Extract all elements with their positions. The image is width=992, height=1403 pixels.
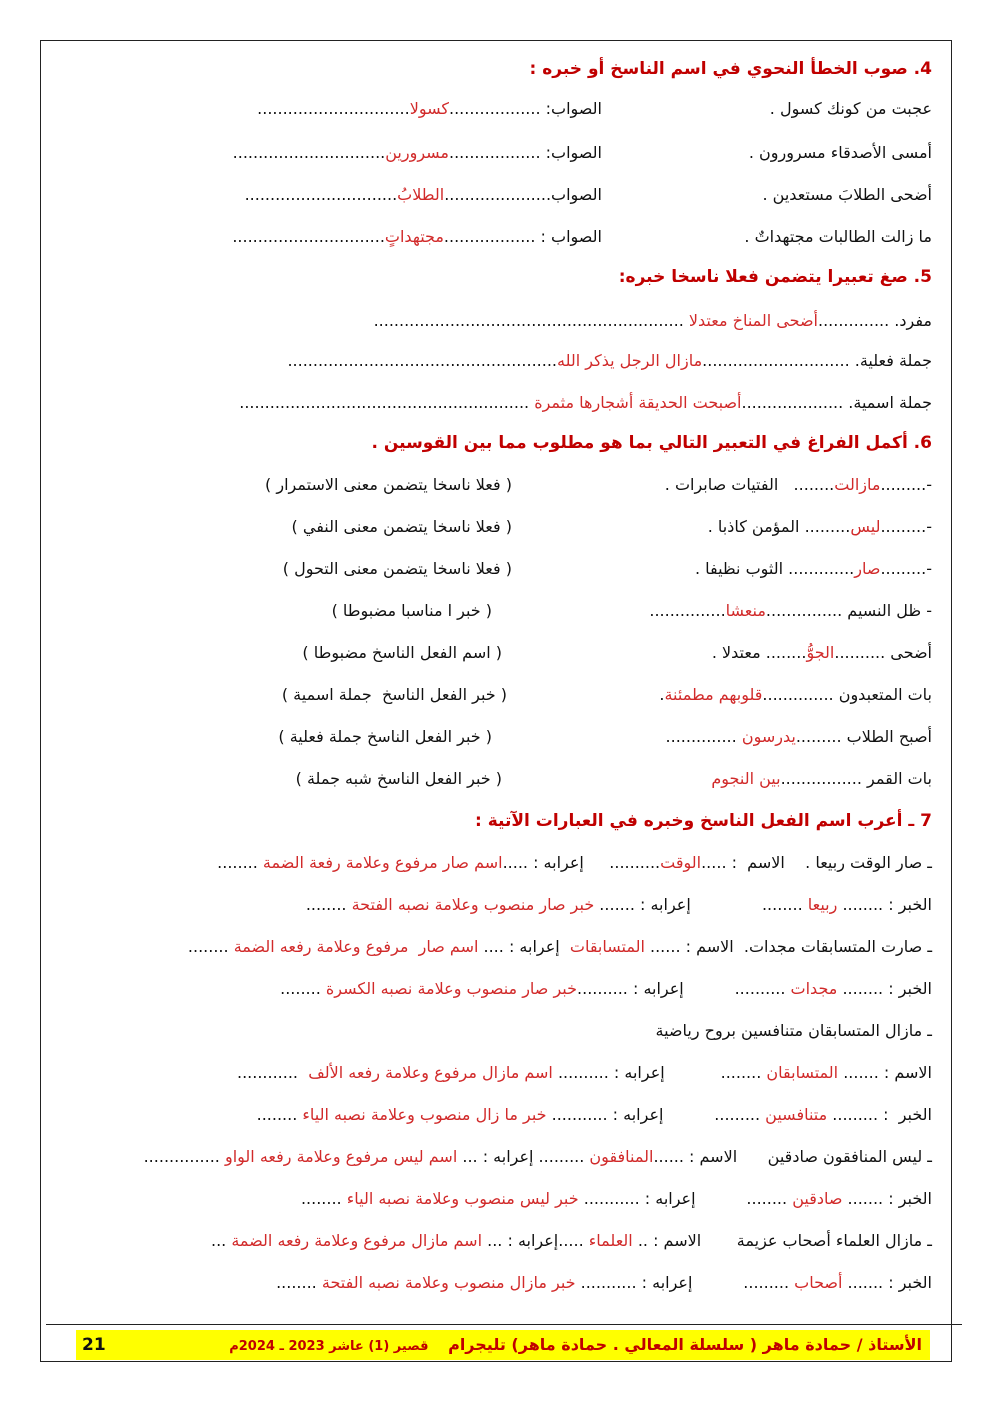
q4-row <box>60 138 932 168</box>
q6-row <box>60 722 932 752</box>
q4-answer-line <box>245 180 602 210</box>
q7-row <box>60 1184 932 1214</box>
q6-pre: أضحى .......... <box>834 643 932 662</box>
q6-hint: ( فعلا ناسخا يتضمن معنى التحول ) <box>282 559 512 578</box>
q7-word: المتسابقات <box>569 937 645 956</box>
q6-hint: ( اسم الفعل الناسخ مضبوطا ) <box>302 643 502 662</box>
q4-label: الصواب: .................. <box>449 99 602 118</box>
footer-author: الأستاذ / حمادة ماهر ( سلسلة المعالي . حمادة ماهر) تليجرام <box>448 1335 922 1354</box>
q4-label: الصواب: .................. <box>449 143 602 162</box>
q7-row <box>60 1226 932 1256</box>
q6-blank <box>649 596 932 626</box>
q7-dots: ... <box>210 1231 232 1250</box>
q6-post: ......... المؤمن كاذبا . <box>707 517 851 536</box>
q6-hint: ( فعلا ناسخا يتضمن معنى النفي ) <box>291 517 512 536</box>
q7-dots: ............ <box>236 1063 309 1082</box>
q6-pre: - ظل النسيم ............... <box>765 601 932 620</box>
q7-word: المتسابقان <box>766 1063 839 1082</box>
q5-title: 5. صغ تعبيرا يتضمن فعلا ناسخا خبره: <box>618 267 932 287</box>
q7-word: أصحاب <box>794 1273 843 1292</box>
q7-dots: ........ <box>280 979 326 998</box>
q4-row <box>60 222 932 252</box>
q6-post: ........ معتدلا . <box>711 643 807 662</box>
q6-pre: بات المتعبدون .............. <box>762 685 932 704</box>
q7-row <box>60 1142 932 1172</box>
q6-hint: ( خبر الفعل الناسخ جملة فعلية ) <box>278 727 492 746</box>
q7-parsing: خبر ليس منصوب وعلامة نصبه الياء <box>346 1189 579 1208</box>
q7-dots: ............... <box>143 1147 225 1166</box>
q4-dots: .............................. <box>232 227 385 246</box>
q5-answer: أضحى المناخ معتدلا <box>688 311 818 330</box>
q5-dots: ............................................................. <box>373 311 689 330</box>
q4-dots: .............................. <box>232 143 386 162</box>
q4-answer-line <box>232 222 602 252</box>
q6-pre: أصبح الطلاب ......... <box>795 727 932 746</box>
q7-text: .......... إعرابه : ..... <box>502 853 661 872</box>
q6-answer: بين النجوم <box>711 769 781 788</box>
q6-row <box>60 512 932 542</box>
q7-dots: ........ <box>276 1273 322 1292</box>
q7-text: ـ صار الوقت ربيعا . الاسم : ..... <box>701 853 932 872</box>
q6-blank <box>659 680 932 710</box>
q7-row <box>60 1268 932 1298</box>
q7-word: متنافسين <box>765 1105 828 1124</box>
q7-text: الخبر : ....... <box>842 1273 932 1292</box>
q7-word: الوقت <box>660 853 702 872</box>
q7-row <box>60 890 932 920</box>
q7-word: المنافقون <box>589 1147 654 1166</box>
q7-text: ـ صارت المتسابقات مجدات. الاسم : ...... <box>644 937 932 956</box>
q5-dots: ..................................................... <box>287 351 557 370</box>
q7-dots: ........ <box>217 853 263 872</box>
q6-post: ............. الثوب نظيفا . <box>694 559 855 578</box>
q7-dots: ........ <box>305 895 352 914</box>
q6-post: ........ الفتيات صابرات . <box>664 475 835 494</box>
q4-sentence: ما زالت الطالبات مجتهداتٌ . <box>744 227 932 246</box>
q7-row <box>60 1016 932 1046</box>
q6-row <box>60 638 932 668</box>
q4-title: 4. صوب الخطأ النحوي في اسم الناسخ أو خبره : <box>529 59 932 79</box>
q5-dots: ......................................................... <box>239 393 535 412</box>
q4-answer: مجتهداتٍ <box>384 227 444 246</box>
q4-answer-line <box>233 138 602 168</box>
q7-text: ........ إعرابه : ........... <box>578 1189 793 1208</box>
q7-text: ........ إعرابه : .......... <box>552 1063 767 1082</box>
footer-banner <box>76 1330 930 1360</box>
q5-label: جملة فعلية. ............................. <box>702 351 932 370</box>
q7-parsing: اسم مازال مرفوع وعلامة رفعه الألف <box>308 1063 553 1082</box>
q7-dots: ........ <box>256 1105 303 1124</box>
q6-pre: -......... <box>880 475 932 494</box>
q7-text: إعرابه : .... <box>478 937 570 956</box>
q7-parsing: خبر صار منصوب وعلامة نصبه الكسرة <box>325 979 578 998</box>
q7-parsing: خبر صار منصوب وعلامة نصبه الفتحة <box>351 895 595 914</box>
q7-text: الخبر : ....... <box>842 1189 932 1208</box>
q7-word: العلماء <box>588 1231 633 1250</box>
q6-blank <box>712 638 932 668</box>
q7-text: الاسم : ....... <box>838 1063 932 1082</box>
q6-title: 6. أكمل الفراغ في التعبير التالي بما هو مطلوب مما بين القوسين . <box>371 433 932 453</box>
q5-answer: أصبحت الحديقة أشجارها مثمرة <box>534 393 742 412</box>
q5-row <box>60 306 932 336</box>
q7-parsing: اسم مازال مرفوع وعلامة رفعه الضمة <box>231 1231 483 1250</box>
q7-row <box>60 848 932 878</box>
q7-text: الخبر : ........ <box>837 979 932 998</box>
q6-row <box>60 596 932 626</box>
q6-answer: ليس <box>850 517 881 536</box>
q6-row <box>60 764 932 794</box>
q4-sentence: أضحى الطلابَ مستعدين . <box>762 185 932 204</box>
q6-row <box>60 680 932 710</box>
q4-answer: مسرورين <box>385 143 449 162</box>
q6-post: .............. <box>665 727 742 746</box>
q7-text: ـ مازال المتسابقان متنافسين بروح رياضية <box>655 1021 932 1040</box>
q7-text: ......... إعرابه : ........... <box>575 1273 795 1292</box>
q7-word: صادقين <box>792 1189 843 1208</box>
q4-dots: .............................. <box>257 99 410 118</box>
q6-answer: منعشا <box>725 601 766 620</box>
q7-row <box>60 1058 932 1088</box>
q6-blank <box>695 554 932 584</box>
q7-parsing: اسم ليس مرفوع وعلامة رفعه الواو <box>224 1147 458 1166</box>
q7-text: .......... إعرابه : .......... <box>577 979 791 998</box>
q5-row <box>60 346 932 376</box>
q6-blank <box>711 764 932 794</box>
q7-row <box>60 932 932 962</box>
q6-post: . <box>659 685 665 704</box>
footer-divider <box>46 1324 962 1325</box>
q7-parsing: خبر ما زال منصوب وعلامة نصبه الياء <box>302 1105 547 1124</box>
q7-text: الخبر : ......... <box>827 1105 932 1124</box>
q7-row <box>60 974 932 1004</box>
q7-word: مجدات <box>790 979 838 998</box>
q4-answer: كسولا <box>409 99 449 118</box>
q5-answer: مازال الرجل يذكر الله <box>557 351 703 370</box>
q5-label: جملة اسمية. .................... <box>741 393 932 412</box>
q6-blank <box>666 722 932 752</box>
q4-row <box>60 94 932 124</box>
q7-dots: ........ <box>187 937 234 956</box>
q6-row <box>60 470 932 500</box>
q6-answer: الجوُّ <box>806 643 835 662</box>
q7-text: ........ إعرابه : ....... <box>594 895 808 914</box>
q6-hint: ( خبر الفعل الناسخ شبه جملة ) <box>295 769 502 788</box>
q6-answer: قلوبهم مطمئنة <box>664 685 763 704</box>
q7-row <box>60 1100 932 1130</box>
q4-row <box>60 180 932 210</box>
q4-dots: .............................. <box>244 185 398 204</box>
q6-pre: -......... <box>880 517 932 536</box>
q6-hint: ( فعلا ناسخا يتضمن معنى الاستمرار ) <box>265 475 512 494</box>
q6-answer: صار <box>854 559 881 578</box>
q6-hint: ( خبر ا مناسبا مضبوطا ) <box>331 601 492 620</box>
q6-pre: -......... <box>880 559 932 578</box>
q7-text: .....إعرابه : ... <box>482 1231 589 1250</box>
q7-text: الخبر : ........ <box>837 895 932 914</box>
q4-label: الصواب..................... <box>444 185 602 204</box>
q6-hint: ( خبر الفعل الناسخ جملة اسمية ) <box>281 685 507 704</box>
q6-blank <box>708 512 932 542</box>
q7-dots: ........ <box>300 1189 347 1208</box>
q7-text: ـ مازال العلماء أصحاب عزيمة الاسم : .. <box>632 1231 932 1250</box>
q4-answer: الطلابُ <box>397 185 445 204</box>
q5-label: مفرد. .............. <box>818 311 932 330</box>
q7-parsing: اسم صار مرفوع وعلامة رفعة الضمة <box>262 853 503 872</box>
q7-parsing: خبر مازال منصوب وعلامة نصبه الفتحة <box>321 1273 576 1292</box>
q7-title: 7 ـ أعرب اسم الفعل الناسخ وخبره في العبارات الآتية : <box>475 811 932 831</box>
q4-sentence: عجبت من كونك كسول . <box>769 99 932 118</box>
q7-word: ربيعا <box>807 895 838 914</box>
q6-answer: مازالت <box>834 475 881 494</box>
q4-sentence: أمسى الأصدقاء مسرورون . <box>748 143 932 162</box>
q4-answer-line <box>257 94 602 124</box>
q7-text: ......... إعرابه : ........... <box>546 1105 766 1124</box>
footer-course: قصير (1) عاشر 2023 ـ 2024م <box>229 1339 429 1354</box>
q7-text: ......... إعرابه : ... <box>457 1147 590 1166</box>
q7-text: ـ ليس المنافقون صادقين الاسم : ...... <box>653 1147 932 1166</box>
page-number: 21 <box>82 1335 106 1355</box>
q6-post: ............... <box>649 601 726 620</box>
q4-label: الصواب : .................. <box>443 227 602 246</box>
q6-answer: يدرسون <box>741 727 796 746</box>
q7-parsing: اسم صار مرفوع وعلامة رفعه الضمة <box>233 937 479 956</box>
q6-row <box>60 554 932 584</box>
q6-blank <box>665 470 932 500</box>
q5-row <box>60 388 932 418</box>
q6-pre: بات القمر ................ <box>780 769 932 788</box>
